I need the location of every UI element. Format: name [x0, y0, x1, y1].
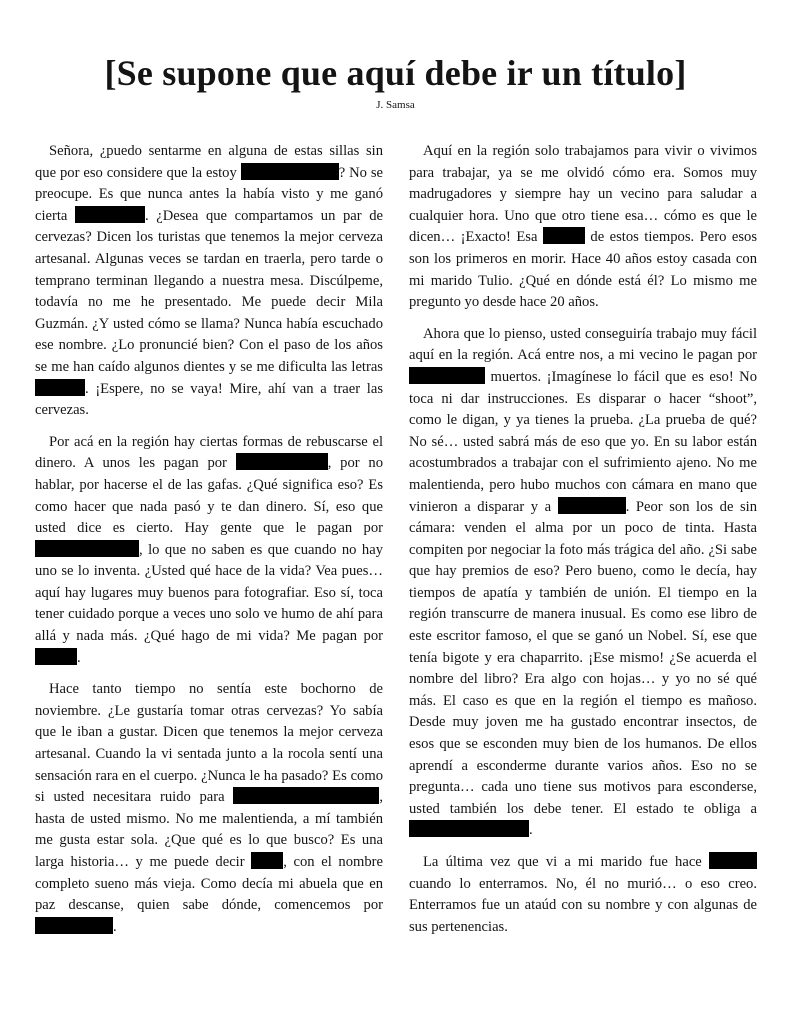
paragraph [409, 324, 757, 842]
redaction-bar [236, 453, 328, 470]
left-column [35, 141, 383, 948]
redaction-bar [35, 540, 139, 557]
redaction-bar [241, 163, 321, 180]
text-run: Señora, ¿puedo sentarme en alguna de estas sillas sin que por eso considere que la estoy [35, 143, 383, 181]
text-run: Hace tanto tiempo no sentía este bochorno de noviembre. ¿Le gustaría tomar otras cervezas? Yo sabía que le iban a gustar. Dicen que tenemos la mejor cerveza artesanal. Cuando la vi sentada junto a la rocola sentí una sensación rara en el cuerpo. ¿Nunca le ha pasado? Es como si usted necesitara ruido para [35, 681, 383, 806]
text-run: cuando lo enterramos. No, él no murió… o eso creo. Enterramos fue un ataúd con su nombre y con algunas de sus pertenencias. [409, 875, 757, 935]
redaction-bar [558, 497, 626, 514]
redaction-bar [251, 852, 283, 869]
text-run: . ¡Espere, no se vaya! Mire, ahí van a traer las cervezas. [35, 380, 383, 419]
author-name: J. Samsa [376, 99, 415, 111]
redaction-bar [409, 367, 485, 384]
redaction-bar [35, 648, 77, 665]
text-run: . [113, 918, 117, 935]
redaction-bar [543, 227, 585, 244]
redaction-bar [35, 917, 113, 934]
text-run: Aquí en la región solo trabajamos para vivir o vivimos para trabajar, ya se me olvidó cómo era. Somos muy madrugadores y siempre hay un vecino para saludar a cualquier hora. Uno que otro tiene esa… cómo es que le dicen… ¡Exacto! Esa [409, 143, 757, 246]
paragraph [35, 679, 383, 938]
redaction-bar [409, 820, 529, 837]
text-run: , lo que no saben es que cuando no hay uno se lo inventa. ¿Usted qué hace de la vida? Vea pues… aquí hay lugares muy buenos para fotografiar. Eso sí, toca tener cuidado porque a veces uno solo ve humo de ahí para allá y nada más. ¿Qué hago de mi vida? Me pagan por [35, 541, 383, 645]
text-run: . Peor son los de sin cámara: venden el alma por un poco de tinta. Hasta compiten por negociar la foto más trágica del año. ¿Si sabe que hay premios de eso? Pero bueno, como le decía, hay tiempos de apatía y también de unión. El tiempo en la región transcurre de manera inusual. Es como ese libro de este escritor famoso, el que se ganó un Nobel. Sí, ese que tenía bigote y era chaparrito. ¡Ese mismo! ¿Se acuerda el nombre del libro? Era algo con hojas… y yo no sé qué más. El caso es que en la región el tiempo es mañoso. Desde muy joven me ha gustado encontrar insectos, de esos que se esconden muy bien de los humanos. De ellos aprendí a esconderme durante varios años. Eso no se pregunta… cada uno tiene sus motivos para esconderse, usted también los debe tener. El estado te obliga a [409, 498, 758, 817]
text-run: La última vez que vi a mi marido fue hace [423, 854, 702, 870]
text-run: muertos. ¡Imagínese lo fácil que es eso! No toca ni dar instrucciones. Es disparar o hacer “shoot”, como le digan, y ya tienes la prueba. ¿La prueba de qué? No sé… usted sabrá más de eso que yo. En su labor están acostumbrados a trabajar con el sufrimiento ajeno. No me malentienda, pero hubo muchos con cámara en mano que vinieron a disparar y a [409, 368, 757, 515]
page-title: [Se supone que aquí debe ir un título] [104, 53, 687, 93]
paragraph [409, 852, 757, 938]
text-run: , por no hablar, por hacerse el de las gafas. ¿Qué significa eso? Es como hacer que nada pasó y te dan dinero. Sí, eso que usted dice es cierto. Hay gente que le pagan por [35, 455, 383, 537]
redaction-bar [709, 852, 757, 869]
paragraph [409, 141, 757, 314]
paragraph [35, 141, 383, 422]
text-run: Por acá en la región hay ciertas formas de rebuscarse el dinero. A unos les pagan por [35, 433, 383, 472]
paragraph [35, 432, 383, 670]
text-run: . [77, 649, 81, 666]
redaction-bar [321, 163, 339, 180]
text-run: , con el nombre completo sueno más vieja. Como decía mi abuela que en paz descanse, quien sabe dónde, comencemos por [35, 854, 383, 914]
redaction-bar [35, 379, 85, 396]
text-run: Ahora que lo pienso, usted conseguiría trabajo muy fácil aquí en la región. Acá entre nos, a mi vecino le pagan por [409, 325, 757, 364]
text-run: . ¿Desea que compartamos un par de cervezas? Dicen los turistas que tenemos la mejor cerveza artesanal. Algunas veces se tardan en traerla, pero tarde o temprano terminan llegando a nuestra mesa. Discúlpeme, todavía no me he presentado. Me puede decir Mila Guzmán. ¿Y usted cómo se llama? Nunca había escuchado ese nombre. ¿Lo pronuncié bien? Con el paso de los años se me han caído algunos dientes y se me dificulta las letras [35, 207, 383, 375]
text-run: . [529, 822, 533, 839]
text-run: de estos tiempos. Pero esos son los primeros en morir. Hace 40 años estoy casada con mi marido Tulio. ¿Qué en dónde está él? Lo mismo me pregunto yo desde hace 20 años. [409, 229, 757, 311]
redaction-bar [75, 206, 145, 223]
right-column [409, 141, 757, 948]
text-run: ? No se preocupe. Es que nunca antes la había visto y me ganó cierta [35, 164, 383, 224]
text-run: , hasta de usted mismo. No me malentienda, a mí también me gusta estar sola. ¿Que qué es lo que busco? Es una larga historia… y me puede decir [35, 789, 383, 870]
redaction-bar [233, 787, 379, 804]
